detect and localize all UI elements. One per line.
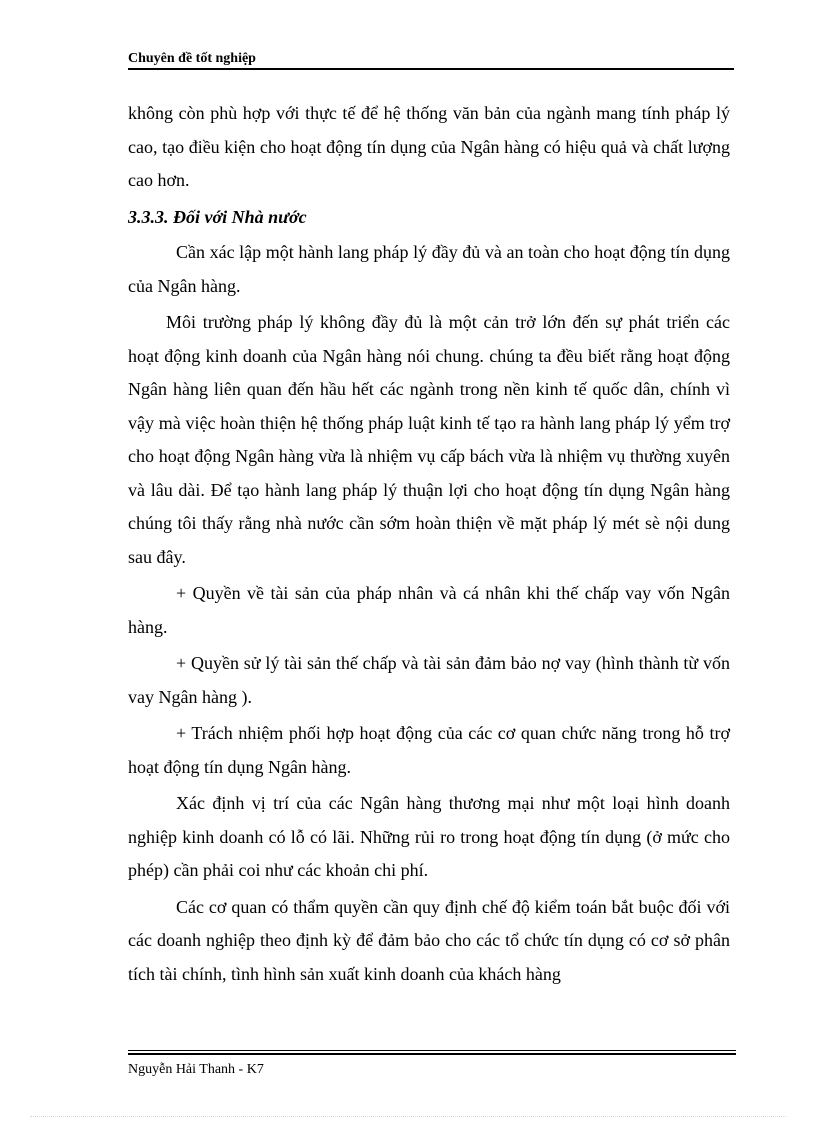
paragraph-8: Các cơ quan có thẩm quyền cần quy định chế độ kiểm toán bắt buộc đối với các doanh nghiệp theo định kỳ để đảm bảo cho các tổ chức tín dụng có cơ sở phân tích tài chính, tình hình sản xuất kinh doanh của khách hàng [128, 896, 730, 984]
header-title: Chuyên đề tốt nghiệp [128, 51, 256, 66]
footer-rule-thick [128, 1053, 736, 1055]
footer-author: Nguyễn Hải Thanh - K7 [128, 1062, 264, 1077]
paragraph-1: không còn phù hợp với thực tế để hệ thống văn bản của ngành mang tính pháp lý cao, tạo điều kiện cho hoạt động tín dụng của Ngân hàng có hiệu quả và chất lượng cao hơn. [128, 103, 730, 190]
page-footer [128, 1050, 736, 1079]
paragraph-3: Môi trường pháp lý không đầy đủ là một cản trở lớn đến sự phát triển các hoạt động kinh doanh của Ngân hàng nói chung. chúng ta đều biết rằng hoạt động Ngân hàng liên quan đến hầu hết các ngành trong nền kinh tế quốc dân, chính vì vậy mà việc hoàn thiện hệ thống pháp luật kinh tế tạo ra hành lang pháp lý yểm trợ cho hoạt động Ngân hàng vừa là nhiệm vụ cấp bách vừa là nhiệm vụ thường xuyên và lâu dài. Để tạo hành lang pháp lý thuận lợi cho hoạt động tín dụng Ngân hàng chúng tôi thấy rằng nhà nước cần sớm hoàn thiện về mặt pháp lý mét sè nội dung sau đây. [128, 312, 730, 567]
document-body [128, 97, 730, 994]
paragraph-6: + Trách nhiệm phối hợp hoạt động của các cơ quan chức năng trong hỗ trợ hoạt động tín dụng Ngân hàng. [128, 723, 730, 777]
page-header [128, 50, 734, 70]
paragraph-4: + Quyền về tài sản của pháp nhân và cá nhân khi thế chấp vay vốn Ngân hàng. [128, 583, 730, 637]
page-edge-dotted-line [30, 1116, 786, 1117]
paragraph-7: Xác định vị trí của các Ngân hàng thương mại như một loại hình doanh nghiệp kinh doanh có lỗ có lãi. Những rủi ro trong hoạt động tín dụng (ở mức cho phép) cần phải coi như các khoản chi phí. [128, 793, 730, 880]
header-rule [128, 68, 734, 70]
section-heading: 3.3.3. Đối với Nhà nước [128, 206, 307, 227]
paragraph-5: + Quyền sử lý tài sản thế chấp và tài sản đảm bảo nợ vay (hình thành từ vốn vay Ngân hàng ). [128, 653, 730, 707]
paragraph-2: Cần xác lập một hành lang pháp lý đầy đủ và an toàn cho hoạt động tín dụng của Ngân hàng. [128, 242, 730, 296]
footer-rule-thin [128, 1050, 736, 1051]
